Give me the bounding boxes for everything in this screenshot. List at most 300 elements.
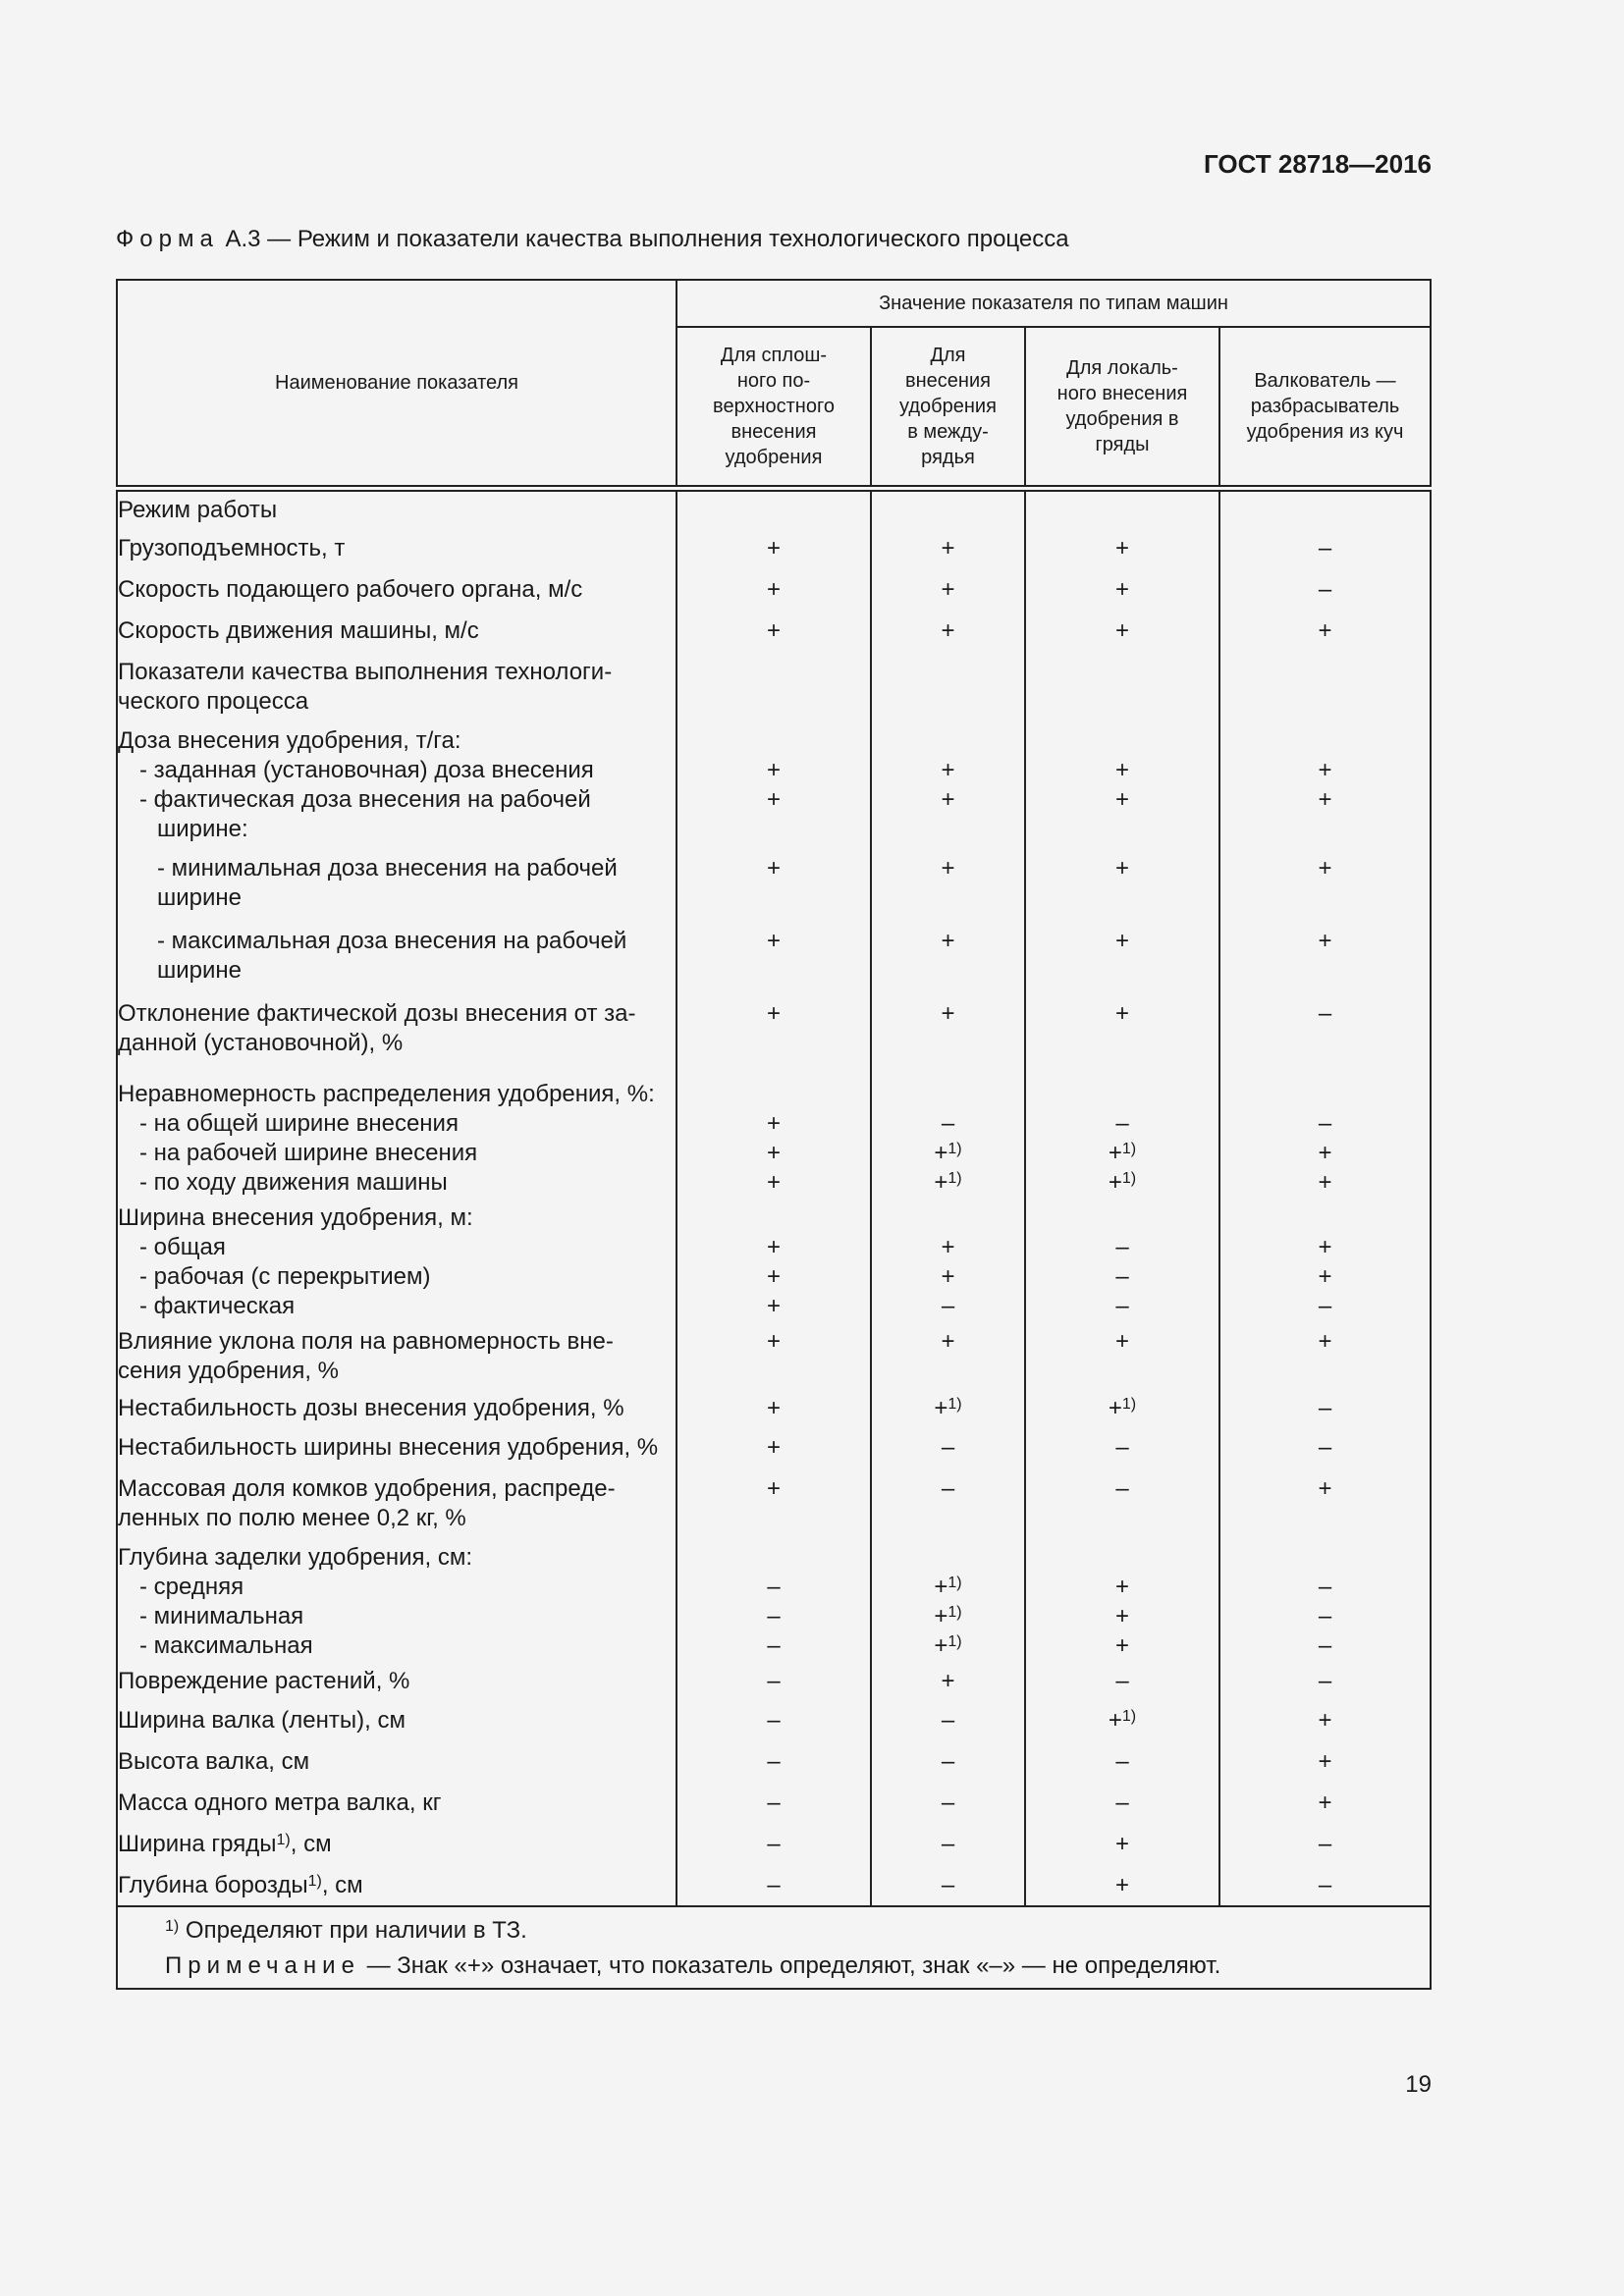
mark: + (1318, 1139, 1332, 1166)
indicator-value (1219, 993, 1431, 1074)
mark: + (1114, 927, 1129, 954)
indicator-value (1219, 848, 1431, 921)
machine-types-group-header: Значение показателя по типам машин (677, 280, 1431, 327)
indicator-value (1219, 721, 1431, 848)
indicator-value (871, 1198, 1025, 1321)
indicator-line: - на общей ширине внесения (139, 1109, 459, 1137)
mark (872, 1543, 1024, 1573)
indicator-line: Режим работы (118, 497, 278, 523)
mark: – (767, 1830, 781, 1857)
indicator-name (117, 1427, 677, 1468)
indicator-line: сения удобрения, % (118, 1357, 339, 1384)
mark: – (1318, 999, 1332, 1027)
machine-type-header-1 (677, 327, 871, 489)
table-row (117, 848, 1431, 921)
mark (1026, 1203, 1218, 1233)
note-prefix: Примечание (165, 1951, 360, 1979)
table-row (117, 569, 1431, 611)
table-row (117, 1783, 1431, 1824)
mark (677, 658, 870, 687)
mark: – (1115, 1262, 1129, 1290)
indicator-name (117, 921, 677, 993)
mark: – (1318, 534, 1332, 561)
header-line: гряды (1095, 434, 1150, 455)
indicator-line: - фактическая (139, 1292, 296, 1319)
table-row (117, 1074, 1431, 1198)
mark: + (766, 1109, 781, 1137)
indicator-value (1219, 1427, 1431, 1468)
indicator-value (677, 1824, 871, 1865)
indicator-value (871, 1537, 1025, 1661)
mark: – (1318, 575, 1332, 603)
indicator-value (1219, 1824, 1431, 1865)
mark: + (766, 534, 781, 561)
indicator-value (1025, 611, 1219, 652)
header-line: ного по- (736, 370, 811, 392)
indicator-value (1219, 652, 1431, 721)
indicator-value (1219, 569, 1431, 611)
indicator-line: ленных по полю менее 0,2 кг, % (118, 1504, 466, 1531)
mark: – (941, 1109, 955, 1137)
mark: + (766, 1394, 781, 1421)
mark: + (1114, 999, 1129, 1027)
mark: – (1115, 1292, 1129, 1319)
header-line: разбрасыватель (1250, 396, 1400, 417)
indicator-line: Скорость подающего рабочего органа, м/с (118, 575, 583, 603)
indicator-line: данной (установочной), % (118, 1029, 404, 1056)
mark: +$^{1)}$ (1108, 1139, 1137, 1166)
indicator-value (871, 1388, 1025, 1427)
mark: + (1318, 1474, 1332, 1502)
indicator-value (1025, 489, 1219, 528)
indicator-value (1025, 1468, 1219, 1537)
mark: + (1318, 854, 1332, 881)
table-row (117, 652, 1431, 721)
table-row (117, 1321, 1431, 1388)
mark: + (1114, 1327, 1129, 1355)
mark (677, 726, 870, 756)
mark (1220, 1203, 1430, 1233)
mark: – (1318, 1292, 1332, 1319)
indicator-line: Показатели качества выполнения технологи- (118, 658, 613, 685)
indicator-value (1025, 652, 1219, 721)
mark: + (766, 854, 781, 881)
mark: – (1115, 1474, 1129, 1502)
indicator-value (1025, 1074, 1219, 1198)
indicator-value (871, 721, 1025, 848)
mark: + (1318, 756, 1332, 783)
machine-type-header-3 (1025, 327, 1219, 489)
indicator-line: - рабочая (с перекрытием) (139, 1262, 431, 1290)
indicator-value (677, 848, 871, 921)
indicator-line: Высота валка, см (118, 1747, 310, 1775)
indicator-value (1025, 1537, 1219, 1661)
indicator-value (1219, 1388, 1431, 1427)
mark: + (1114, 854, 1129, 881)
mark: + (1318, 1233, 1332, 1260)
mark: +$^{1)}$ (934, 1573, 962, 1600)
mark: +$^{1)}$ (934, 1168, 962, 1196)
header-line: Валкователь — (1254, 370, 1396, 392)
mark: – (767, 1871, 781, 1898)
table-row (117, 1468, 1431, 1537)
indicator-value (1219, 1783, 1431, 1824)
mark: + (1114, 616, 1129, 644)
mark: + (766, 1262, 781, 1290)
mark: – (767, 1573, 781, 1600)
indicator-value (1025, 1741, 1219, 1783)
indicator-line: Скорость движения машины, м/с (118, 616, 479, 644)
indicator-name (117, 993, 677, 1074)
indicator-value (677, 611, 871, 652)
machine-type-header-4 (1219, 327, 1431, 489)
mark (1220, 498, 1430, 527)
indicator-line: - заданная (установочная) доза внесения (139, 756, 594, 783)
table-row (117, 1824, 1431, 1865)
indicator-line: Ширина валка (ленты), см (118, 1706, 406, 1734)
mark: + (766, 927, 781, 954)
note-text: — Знак «+» означает, что показатель определяют, знак «–» — не определяют. (359, 1951, 1221, 1979)
indicator-name (117, 1700, 677, 1741)
indicator-name (117, 1824, 677, 1865)
mark: – (1318, 1394, 1332, 1421)
mark: – (1318, 1830, 1332, 1857)
mark (677, 1203, 870, 1233)
indicator-value (871, 1700, 1025, 1741)
indicator-value (1219, 1700, 1431, 1741)
mark: + (766, 616, 781, 644)
header-line: удобрения (725, 447, 823, 468)
indicator-value (871, 1824, 1025, 1865)
mark: – (941, 1747, 955, 1775)
indicator-value (1219, 921, 1431, 993)
indicator-line: - минимальная (139, 1602, 304, 1629)
caption-prefix: Форма (116, 226, 219, 252)
indicator-value (871, 569, 1025, 611)
indicator-name (117, 1783, 677, 1824)
mark: + (941, 785, 955, 813)
table-row (117, 1427, 1431, 1468)
indicator-value (1025, 721, 1219, 848)
indicator-value (1025, 528, 1219, 569)
caption-text: А.3 — Режим и показатели качества выполнения технологического процесса (218, 226, 1069, 252)
header-line: удобрения в (1065, 408, 1179, 430)
indicator-value (677, 993, 871, 1074)
indicator-name (117, 1321, 677, 1388)
header-line: удобрения из куч (1246, 421, 1404, 443)
mark: – (1115, 1789, 1129, 1816)
indicator-value (1025, 1783, 1219, 1824)
mark: – (767, 1667, 781, 1694)
mark: + (766, 756, 781, 783)
indicator-value (871, 1074, 1025, 1198)
indicator-line: ширине (157, 883, 243, 911)
indicator-value (677, 1661, 871, 1700)
mark: + (1114, 1631, 1129, 1659)
indicator-line: - максимальная доза внесения на рабочей (157, 927, 627, 954)
indicator-line: Грузоподъемность, т (118, 534, 346, 561)
indicator-line: Повреждение растений, % (118, 1667, 410, 1694)
indicator-value (871, 1865, 1025, 1906)
footnote (117, 1906, 1431, 1989)
mark: – (1115, 1747, 1129, 1775)
indicator-value (871, 611, 1025, 652)
mark: +$^{1)}$ (934, 1602, 962, 1629)
indicator-value (677, 1074, 871, 1198)
mark: + (766, 1474, 781, 1502)
mark: – (1318, 1871, 1332, 1898)
indicator-value (1025, 993, 1219, 1074)
indicator-value (1219, 528, 1431, 569)
mark: + (1318, 1262, 1332, 1290)
header-line: Для локаль- (1066, 357, 1178, 379)
indicator-line: Ширина гряды$^{1)}$, см (118, 1830, 332, 1857)
mark: + (1114, 534, 1129, 561)
mark: – (767, 1747, 781, 1775)
mark: – (1115, 1233, 1129, 1260)
indicator-line: - фактическая доза внесения на рабочей (139, 785, 591, 813)
table-row (117, 489, 1431, 528)
mark (1026, 1543, 1218, 1573)
mark: + (1318, 1706, 1332, 1734)
mark: + (1114, 756, 1129, 783)
mark: + (1114, 575, 1129, 603)
page-number: 19 (1405, 2071, 1432, 2098)
indicator-line: Глубина борозды$^{1)}$, см (118, 1871, 363, 1898)
mark (1026, 1080, 1218, 1109)
mark (1026, 726, 1218, 756)
mark: + (1318, 1789, 1332, 1816)
indicator-line: Нестабильность дозы внесения удобрения, % (118, 1394, 624, 1421)
mark (677, 1080, 870, 1109)
mark (1220, 1080, 1430, 1109)
indicator-value (1025, 1321, 1219, 1388)
indicator-value (871, 528, 1025, 569)
indicator-name (117, 1074, 677, 1198)
mark: – (941, 1292, 955, 1319)
indicator-line: Нестабильность ширины внесения удобрения, % (118, 1433, 659, 1461)
mark: + (1318, 1327, 1332, 1355)
mark: – (1115, 1667, 1129, 1694)
mark (677, 498, 870, 527)
indicator-name (117, 1741, 677, 1783)
indicator-value (1219, 489, 1431, 528)
mark: + (1114, 785, 1129, 813)
indicator-name (117, 1661, 677, 1700)
indicator-value (677, 1783, 871, 1824)
indicator-value (1219, 1074, 1431, 1198)
mark (1026, 498, 1218, 527)
table-row (117, 993, 1431, 1074)
indicator-name (117, 1198, 677, 1321)
mark: – (767, 1706, 781, 1734)
mark: + (941, 1327, 955, 1355)
indicator-value (1219, 1865, 1431, 1906)
mark (872, 1080, 1024, 1109)
mark (872, 726, 1024, 756)
mark: + (941, 575, 955, 603)
mark: +$^{1)}$ (934, 1139, 962, 1166)
mark: + (1318, 785, 1332, 813)
mark (872, 1203, 1024, 1233)
mark: + (941, 927, 955, 954)
indicator-value (677, 569, 871, 611)
indicator-name (117, 489, 677, 528)
mark: +$^{1)}$ (1108, 1706, 1137, 1734)
mark: + (1114, 1573, 1129, 1600)
mark: – (1318, 1631, 1332, 1659)
mark: – (1318, 1109, 1332, 1137)
indicator-value (677, 489, 871, 528)
mark: – (1115, 1109, 1129, 1137)
mark: + (1318, 927, 1332, 954)
mark: + (1318, 1168, 1332, 1196)
indicator-line: - средняя (139, 1573, 244, 1600)
mark: – (767, 1602, 781, 1629)
indicator-value (1219, 611, 1431, 652)
indicator-line: Неравномерность распределения удобрения, %: (118, 1080, 655, 1107)
mark: +$^{1)}$ (1108, 1168, 1137, 1196)
mark (677, 1543, 870, 1573)
indicator-line: - по ходу движения машины (139, 1168, 448, 1196)
indicator-value (1025, 1700, 1219, 1741)
indicator-name (117, 611, 677, 652)
mark: – (1318, 1433, 1332, 1461)
indicator-name (117, 528, 677, 569)
header-line: верхностного (713, 396, 835, 417)
indicator-line: Глубина заделки удобрения, см: (118, 1543, 472, 1571)
footnote-row (117, 1906, 1431, 1989)
indicator-value (677, 1321, 871, 1388)
indicator-value (1219, 1321, 1431, 1388)
footnote-text: $^{1)}$ Определяют при наличии в ТЗ. (165, 1916, 527, 1944)
table-row (117, 1198, 1431, 1321)
indicator-value (1025, 1198, 1219, 1321)
indicator-value (677, 1198, 871, 1321)
table-row (117, 921, 1431, 993)
indicator-line: - на рабочей ширине внесения (139, 1139, 478, 1166)
mark: +$^{1)}$ (934, 1394, 962, 1421)
mark: + (1318, 1747, 1332, 1775)
quality-indicators-table (116, 279, 1432, 1990)
indicator-value (871, 993, 1025, 1074)
indicator-value (871, 848, 1025, 921)
header-line: Для (930, 345, 966, 366)
indicator-value (871, 1321, 1025, 1388)
mark: + (766, 1233, 781, 1260)
mark: – (941, 1789, 955, 1816)
indicator-line: Масса одного метра валка, кг (118, 1789, 442, 1816)
mark: – (941, 1433, 955, 1461)
indicator-value (1219, 1537, 1431, 1661)
indicator-value (871, 652, 1025, 721)
indicator-value (1219, 1198, 1431, 1321)
indicator-line: ширине (157, 956, 243, 984)
indicator-name (117, 569, 677, 611)
mark: – (941, 1830, 955, 1857)
indicator-value (677, 1865, 871, 1906)
indicator-value (677, 1427, 871, 1468)
indicator-line: - общая (139, 1233, 226, 1260)
header-line: рядья (921, 447, 975, 468)
table-row (117, 1537, 1431, 1661)
mark: + (941, 1262, 955, 1290)
indicator-name (117, 652, 677, 721)
indicator-value (677, 921, 871, 993)
mark: + (766, 999, 781, 1027)
mark: +$^{1)}$ (1108, 1394, 1137, 1421)
mark: + (1114, 1602, 1129, 1629)
mark: + (1114, 1830, 1129, 1857)
indicator-value (1025, 1865, 1219, 1906)
table-row (117, 1865, 1431, 1906)
indicator-value (677, 1468, 871, 1537)
mark: + (941, 999, 955, 1027)
mark (1026, 658, 1218, 687)
form-caption (116, 226, 1069, 253)
indicator-line: - минимальная доза внесения на рабочей (157, 854, 618, 881)
mark: – (1318, 1602, 1332, 1629)
indicator-value (677, 1537, 871, 1661)
indicator-line: Доза внесения удобрения, т/га: (118, 726, 461, 754)
document-code: ГОСТ 28718—2016 (1204, 149, 1432, 179)
indicator-value (677, 652, 871, 721)
indicator-value (871, 1468, 1025, 1537)
indicator-value (1025, 1388, 1219, 1427)
indicator-value (871, 1741, 1025, 1783)
mark (1220, 658, 1430, 687)
header-line: внесения (731, 421, 817, 443)
indicator-value (1025, 1824, 1219, 1865)
mark: + (941, 756, 955, 783)
header-line: в между- (907, 421, 989, 443)
machine-type-header-2 (871, 327, 1025, 489)
mark: – (941, 1706, 955, 1734)
table-row (117, 611, 1431, 652)
mark (1220, 726, 1430, 756)
mark: + (766, 1168, 781, 1196)
indicator-value (871, 921, 1025, 993)
indicator-value (871, 1427, 1025, 1468)
indicator-value (1025, 921, 1219, 993)
table-row (117, 528, 1431, 569)
indicator-name (117, 1468, 677, 1537)
table-row (117, 1741, 1431, 1783)
mark: + (941, 616, 955, 644)
indicator-name-header: Наименование показателя (117, 280, 677, 489)
mark: – (941, 1871, 955, 1898)
mark: – (1318, 1573, 1332, 1600)
indicator-value (1025, 1427, 1219, 1468)
mark (1220, 1543, 1430, 1573)
mark: – (1318, 1667, 1332, 1694)
indicator-value (1025, 1661, 1219, 1700)
mark: – (767, 1789, 781, 1816)
mark: + (1318, 616, 1332, 644)
indicator-line: ческого процесса (118, 687, 309, 715)
mark: + (766, 1292, 781, 1319)
indicator-value (1219, 1468, 1431, 1537)
mark: + (941, 1233, 955, 1260)
table-row (117, 1700, 1431, 1741)
indicator-value (677, 1700, 871, 1741)
mark: + (941, 534, 955, 561)
indicator-value (1025, 569, 1219, 611)
indicator-name (117, 848, 677, 921)
indicator-value (1219, 1661, 1431, 1700)
indicator-value (1025, 848, 1219, 921)
indicator-name (117, 1388, 677, 1427)
